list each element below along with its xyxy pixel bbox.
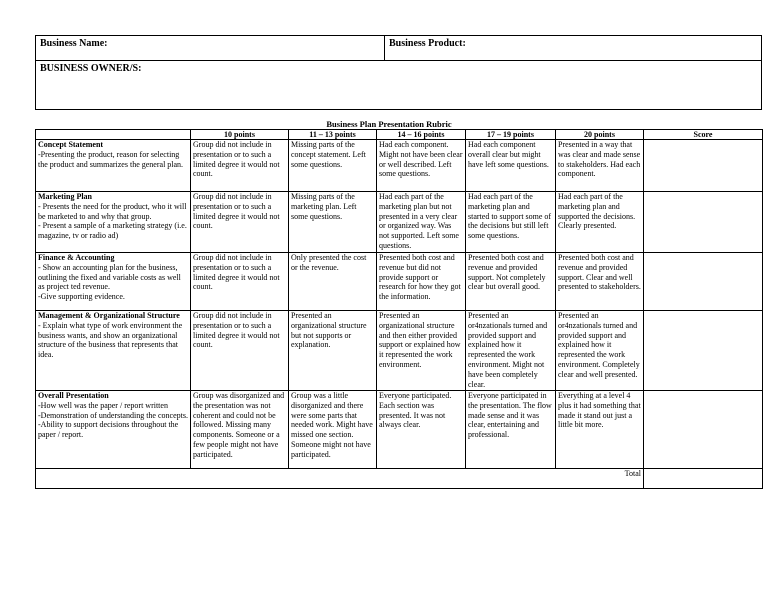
rating-cell: Had each part of the marketing plan but not presented in a very clear or organized way. Was not supported. Left some questions. [377, 192, 466, 253]
business-name-label: Business Name: [36, 36, 385, 60]
criterion-description: - Show an accounting plan for the business, outlining the fixed and variable costs as well as project ted revenue. -Give supporting evidence. [38, 262, 181, 302]
rubric-title: Business Plan Presentation Rubric [326, 119, 452, 129]
score-cell[interactable] [644, 311, 763, 391]
rating-cell: Group did not include in presentation or to such a limited degree it would not count. [191, 192, 289, 253]
score-cell[interactable] [644, 391, 763, 469]
rating-cell: Everything at a level 4 plus it had something that made it stand out just a little bit more. [556, 391, 644, 469]
column-header-10-points: 10 points [191, 130, 289, 140]
rating-cell: Had each part of the marketing plan and supported the decisions. Clearly presented. [556, 192, 644, 253]
business-info-row [36, 36, 761, 61]
criterion-cell [36, 140, 191, 192]
score-cell[interactable] [644, 140, 763, 192]
total-row [36, 469, 763, 489]
rating-cell: Group was disorganized and the presentation was not coherent and could not be followed. Missing many components. Someone or a few people might not have participated. [191, 391, 289, 469]
rating-cell: Presented an organizational structure and then either provided support or explained how it represented the work environment. [377, 311, 466, 391]
rating-cell: Had each component overall clear but might have left some questions. [466, 140, 556, 192]
rating-cell: Group did not include in presentation or to such a limited degree it would not count. [191, 253, 289, 311]
rating-cell: Group was a little disorganized and there were some parts that needed work. Might have missed one section. Someone might not have participated. [289, 391, 377, 469]
rating-cell: Had each part of the marketing plan and started to support some of the decisions but still left some questions. [466, 192, 556, 253]
rating-cell: Presented both cost and revenue but did not provide support or research for how they got the information. [377, 253, 466, 311]
rating-cell: Only presented the cost or the revenue. [289, 253, 377, 311]
criterion-title: Marketing Plan [38, 192, 92, 201]
criterion-title: Management & Organizational Structure [38, 311, 180, 320]
rating-cell: Group did not include in presentation or to such a limited degree it would not count. [191, 140, 289, 192]
rubric-row-management-structure [36, 311, 763, 391]
rating-cell: Everyone participated. Each section was presented. It was not always clear. [377, 391, 466, 469]
rating-cell: Had each component. Might not have been clear or well described. Left some questions. [377, 140, 466, 192]
rubric-row-concept-statement [36, 140, 763, 192]
column-header-criteria [36, 130, 191, 140]
criterion-description: - Presents the need for the product, who it will be marketed to and why that group. - Present a sample of a marketing strategy (i.e. magazine, tv or radio ad) [38, 201, 187, 241]
total-score-cell[interactable] [644, 469, 763, 489]
criterion-description: -How well was the paper / report written -Demonstration of understanding the concepts. -Ability to support decisions throughout the paper / report. [38, 400, 188, 440]
total-label: Total [36, 469, 644, 489]
rating-cell: Presented an or4nzationals turned and provided support and explained how it represented the work environment. Completely clear and well presented. [556, 311, 644, 391]
rubric-row-finance-accounting [36, 253, 763, 311]
rubric-header-row [36, 130, 763, 140]
business-product-label: Business Product: [389, 38, 466, 49]
rating-cell: Presented both cost and revenue and provided support. Not completely clear but overall good. [466, 253, 556, 311]
rating-cell: Presented in a way that was clear and made sense to stakeholders. Had each component. [556, 140, 644, 192]
rating-cell: Presented an organizational structure but not supports or explanation. [289, 311, 377, 391]
rubric-row-marketing-plan [36, 192, 763, 253]
column-header-14-16-points: 14 – 16 points [377, 130, 466, 140]
criterion-description: -Presenting the product, reason for selecting the product and summarizes the general plan. [38, 149, 184, 169]
rating-cell: Missing parts of the marketing plan. Left some questions. [289, 192, 377, 253]
criterion-title: Finance & Accounting [38, 253, 115, 262]
criterion-cell [36, 192, 191, 253]
column-header-17-19-points: 17 – 19 points [466, 130, 556, 140]
rating-cell: Presented both cost and revenue and provided support. Clear and well presented to stakeholders. [556, 253, 644, 311]
criterion-cell [36, 253, 191, 311]
rubric-row-overall-presentation [36, 391, 763, 469]
criterion-title: Concept Statement [38, 140, 104, 149]
column-header-20-points: 20 points [556, 130, 644, 140]
column-header-11-13-points: 11 – 13 points [289, 130, 377, 140]
rating-cell: Everyone participated in the presentation. The flow made sense and it was clear, entertaining and professional. [466, 391, 556, 469]
criterion-cell [36, 311, 191, 391]
score-cell[interactable] [644, 253, 763, 311]
rubric-table [35, 129, 763, 489]
column-header-score: Score [644, 130, 763, 140]
business-info-table [35, 35, 762, 110]
rating-cell: Group did not include in presentation or to such a limited degree it would not count. [191, 311, 289, 391]
rating-cell: Missing parts of the concept statement. Left some questions. [289, 140, 377, 192]
rating-cell: Presented an or4nzationals turned and provided support and explained how it represented the work environment. Might not have been completely clear. [466, 311, 556, 391]
criterion-title: Overall Presentation [38, 391, 109, 400]
business-owner-label: BUSINESS OWNER/S: [40, 63, 142, 74]
criterion-description: - Explain what type of work environment the business wants, and show an organizational structure of the business that represents that idea. [38, 320, 183, 360]
score-cell[interactable] [644, 192, 763, 253]
criterion-cell [36, 391, 191, 469]
